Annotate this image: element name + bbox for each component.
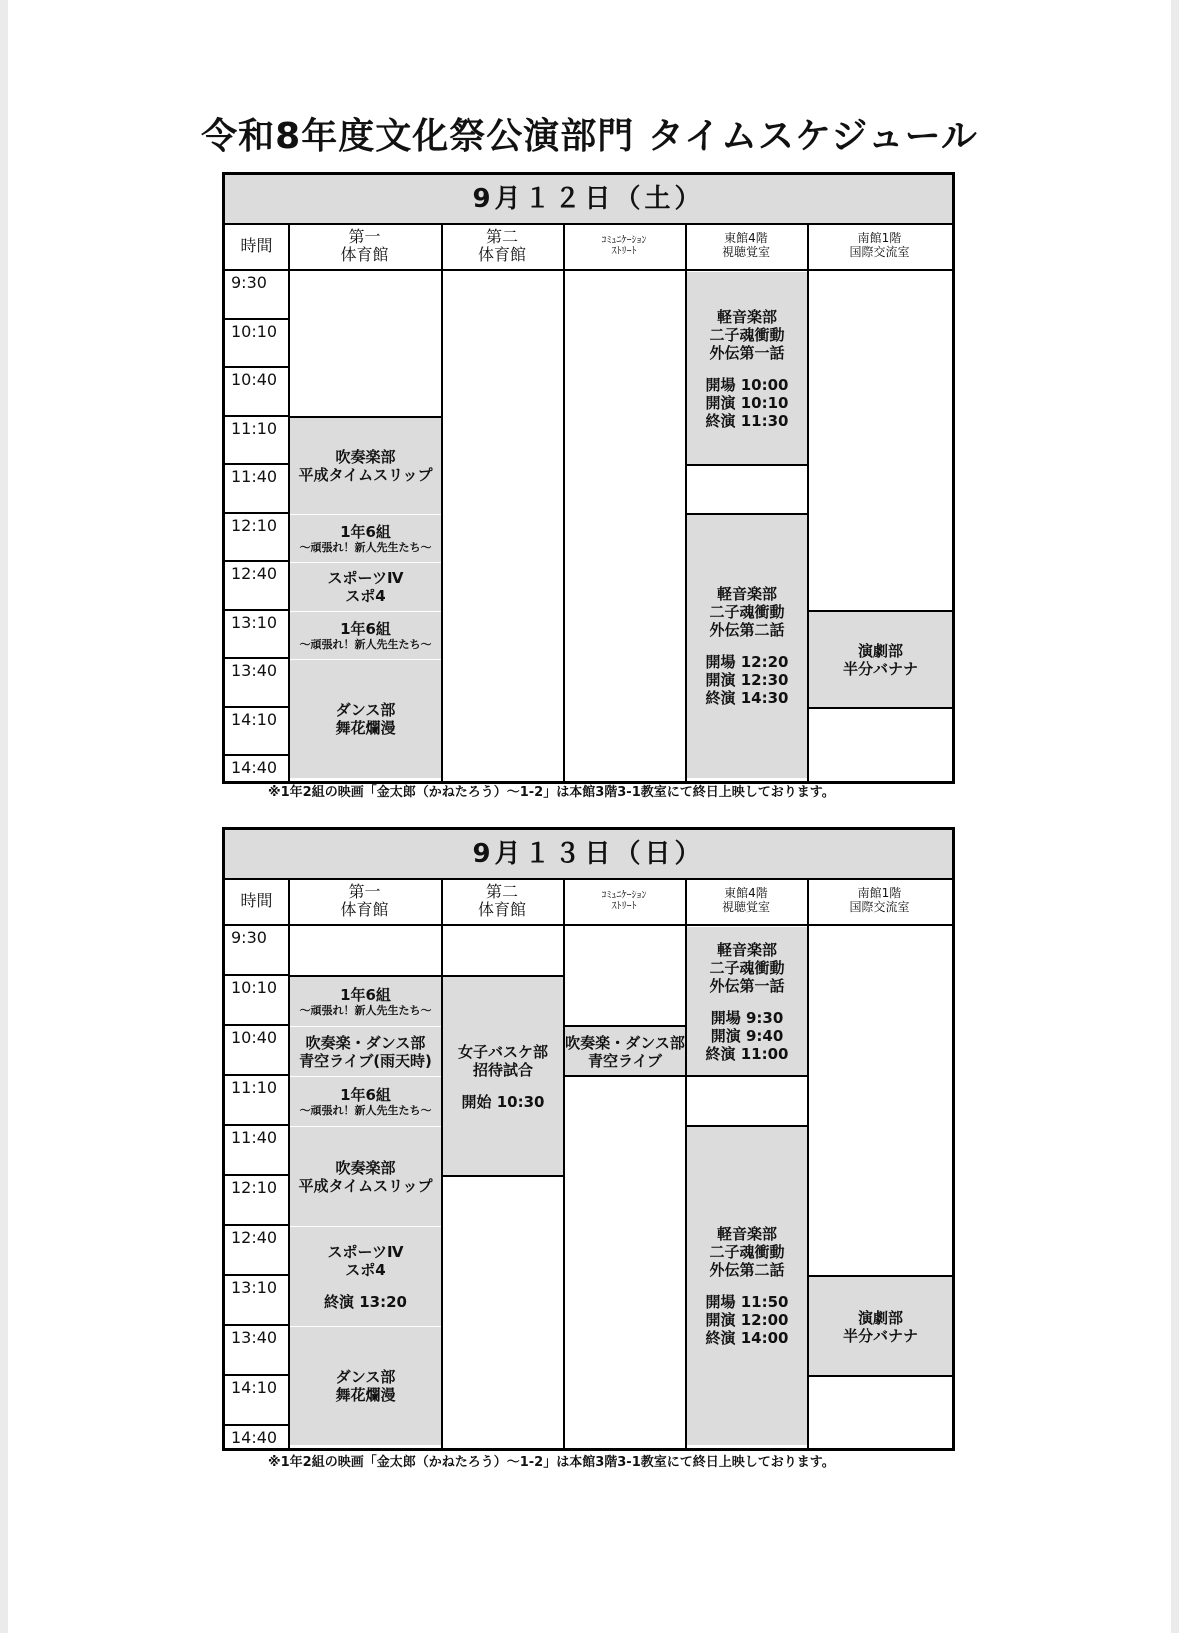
event-title-line: 外伝第一話 <box>709 343 785 362</box>
event-title-line: 外伝第二話 <box>709 1261 785 1279</box>
event-block <box>290 563 441 611</box>
event-title-line: 平成タイムスリップ <box>298 465 433 484</box>
cell-border <box>685 513 809 515</box>
column-divider <box>441 223 443 781</box>
event-time-line: 開演 9:40 <box>710 1026 784 1045</box>
event-title-line: 招待試合 <box>472 1060 533 1079</box>
event-block <box>290 1027 441 1076</box>
event-title-line: 二子魂衝動 <box>709 325 785 344</box>
event-block <box>565 1027 685 1076</box>
event-title-line: 吹奏楽・ダンス部 <box>565 1033 685 1052</box>
event-title-line: 軽音楽部 <box>716 307 777 326</box>
time-slot-label: 10:40 <box>225 368 288 417</box>
column-header-line: 視聴覚室 <box>721 900 770 914</box>
event-title-line: 青空ライブ <box>587 1051 663 1070</box>
page-title: 令和8年度文化祭公演部門 タイムスケジュール <box>201 116 978 157</box>
time-slot-label: 11:10 <box>225 417 288 466</box>
schedule-day-1 <box>222 172 955 784</box>
column-header-line: 南館1階 <box>857 886 902 901</box>
column-header-time <box>225 878 288 926</box>
event-title-line: 平成タイムスリップ <box>298 1176 433 1195</box>
time-slot-label: 13:10 <box>225 1276 288 1326</box>
column-divider <box>807 878 809 1448</box>
schedule-day-2 <box>222 827 955 1451</box>
event-time-line: 開演 10:10 <box>705 393 789 412</box>
event-block <box>290 977 441 1026</box>
column-header-gym1 <box>288 878 441 926</box>
column-header-comm <box>563 878 685 926</box>
column-header-line: 第二 <box>485 226 518 246</box>
event-title-line: 二子魂衝動 <box>709 958 785 977</box>
event-title-line: 演劇部 <box>857 1308 903 1327</box>
event-block <box>687 515 807 779</box>
event-block <box>687 927 807 1076</box>
cell-border <box>807 1375 954 1377</box>
event-block <box>290 1077 441 1126</box>
event-title-line: スポーツⅣ <box>327 1242 404 1261</box>
event-title-line: 軽音楽部 <box>716 1225 777 1243</box>
column-header-line: 体育館 <box>340 900 389 919</box>
column-header-line: 体育館 <box>477 245 526 264</box>
event-title-line: 半分バナナ <box>842 659 918 678</box>
cell-border <box>807 707 954 709</box>
time-slot-label: 14:10 <box>225 1376 288 1426</box>
column-header-south <box>807 223 952 271</box>
time-slot-label: 9:30 <box>225 271 288 320</box>
event-subtitle: 〜頑張れ！新人先生たち〜 <box>299 540 432 554</box>
cell-border <box>807 610 954 612</box>
column-header-line: ｺﾐｭﾆｹｰｼｮﾝ <box>601 889 647 901</box>
event-block <box>687 272 807 465</box>
event-time-line: 開場 9:30 <box>710 1008 784 1027</box>
event-title-line: 1年6組 <box>340 619 391 638</box>
column-header-line: 第一 <box>348 226 381 246</box>
cell-border <box>288 416 443 418</box>
time-slot-label: 13:10 <box>225 611 288 660</box>
event-block <box>290 1227 441 1326</box>
event-title-line: 外伝第一話 <box>709 976 785 995</box>
event-title-line: 演劇部 <box>857 641 903 660</box>
cell-border <box>563 1075 687 1077</box>
column-header-east <box>685 223 807 271</box>
event-time-line: 終演 11:00 <box>705 1044 789 1063</box>
event-title-line: ダンス部 <box>335 1368 396 1386</box>
column-header-line: ｽﾄﾘｰﾄ <box>611 246 637 257</box>
column-header-gym2 <box>441 878 563 926</box>
column-header-line: ｺﾐｭﾆｹｰｼｮﾝ <box>601 234 647 246</box>
time-slot-label: 9:30 <box>225 926 288 976</box>
column-header-line: ｽﾄﾘｰﾄ <box>611 901 637 912</box>
event-block <box>290 612 441 660</box>
event-title-line: スポ4 <box>345 1260 386 1279</box>
column-divider <box>563 878 565 1448</box>
column-header-line: 視聴覚室 <box>721 245 770 259</box>
event-title-line: 半分バナナ <box>842 1326 918 1345</box>
event-time-line: 終演 14:00 <box>705 1329 789 1347</box>
event-block <box>290 1327 441 1445</box>
cell-border <box>288 975 443 977</box>
column-header-line: 第二 <box>485 881 518 901</box>
time-slot-label: 12:40 <box>225 562 288 611</box>
cell-border <box>685 464 809 466</box>
cell-border <box>685 1075 809 1077</box>
column-header-time <box>225 223 288 271</box>
event-block <box>290 418 441 514</box>
column-header-line: 南館1階 <box>857 231 902 246</box>
column-header-east <box>685 878 807 926</box>
event-title-line: スポーツⅣ <box>327 568 404 587</box>
column-divider <box>563 223 565 781</box>
event-title-line: 外伝第二話 <box>709 621 785 640</box>
column-header-line: 体育館 <box>340 245 389 264</box>
time-slot-label: 14:10 <box>225 708 288 757</box>
column-header-gym2 <box>441 223 563 271</box>
cell-border <box>441 1175 565 1177</box>
time-slot-label: 10:40 <box>225 1026 288 1076</box>
event-time-line: 開場 11:50 <box>705 1293 789 1311</box>
column-divider <box>685 223 687 781</box>
event-title-line: 軽音楽部 <box>716 585 777 604</box>
time-slot-label: 10:10 <box>225 976 288 1026</box>
event-title-line: 二子魂衝動 <box>709 1243 785 1261</box>
column-header-gym1 <box>288 223 441 271</box>
time-slot-label: 12:40 <box>225 1226 288 1276</box>
event-block <box>687 1127 807 1445</box>
column-divider <box>441 878 443 1448</box>
event-title-line: ダンス部 <box>335 701 396 719</box>
column-header-comm <box>563 223 685 271</box>
event-time-line: 終演 11:30 <box>705 411 789 430</box>
event-time-line: 開演 12:00 <box>705 1311 789 1329</box>
footnote: ※1年2組の映画「金太郎（かねたろう）〜1-2」は本館3階3-1教室にて終日上映しております。 <box>268 785 835 800</box>
event-title-line: 1年6組 <box>340 522 391 541</box>
event-block <box>290 515 441 563</box>
column-divider <box>685 878 687 1448</box>
time-slot-label: 12:10 <box>225 1176 288 1226</box>
date-header: 9月１３日（日） <box>225 830 952 880</box>
event-block <box>290 1127 441 1226</box>
time-slot-label: 12:10 <box>225 514 288 563</box>
column-divider <box>288 878 290 1448</box>
event-time-line: 開演 12:30 <box>705 671 789 690</box>
event-subtitle: 〜頑張れ！新人先生たち〜 <box>299 1103 432 1117</box>
time-slot-label: 14:40 <box>231 758 278 777</box>
column-header-line: 東館4階 <box>724 886 768 901</box>
event-title-line: 吹奏楽部 <box>335 1158 396 1177</box>
time-slot-label: 13:40 <box>225 659 288 708</box>
event-block <box>809 1277 952 1376</box>
event-block <box>809 612 952 708</box>
column-header-line: 時間 <box>240 890 273 910</box>
time-slot-label: 11:40 <box>225 1126 288 1176</box>
event-title-line: 軽音楽部 <box>716 940 777 959</box>
column-header-line: 時間 <box>240 235 273 255</box>
footnote: ※1年2組の映画「金太郎（かねたろう）〜1-2」は本館3階3-1教室にて終日上映しております。 <box>268 1455 835 1470</box>
column-divider <box>288 223 290 781</box>
date-header: 9月１２日（土） <box>225 175 952 225</box>
event-title-line: 女子バスケ部 <box>457 1042 548 1061</box>
column-divider <box>807 223 809 781</box>
event-title-line: 吹奏楽・ダンス部 <box>305 1033 426 1052</box>
column-header-line: 東館4階 <box>724 231 768 246</box>
event-title-line: 1年6組 <box>340 1085 391 1104</box>
event-title-line: 吹奏楽部 <box>335 447 396 466</box>
event-time-line: 開場 10:00 <box>705 375 789 394</box>
event-time-line: 開始 10:30 <box>461 1092 545 1111</box>
event-subtitle: 〜頑張れ！新人先生たち〜 <box>299 637 432 651</box>
event-block <box>290 660 441 778</box>
cell-border <box>563 1025 687 1027</box>
event-title-line: スポ4 <box>345 586 386 605</box>
event-title-line: 二子魂衝動 <box>709 603 785 622</box>
event-title-line: 舞花爛漫 <box>335 1386 396 1404</box>
cell-border <box>441 975 565 977</box>
event-block <box>443 977 563 1176</box>
event-title-line: 青空ライブ(雨天時) <box>299 1051 432 1070</box>
time-slot-label: 10:10 <box>225 320 288 369</box>
column-header-south <box>807 878 952 926</box>
column-header-line: 体育館 <box>477 900 526 919</box>
time-slot-label: 11:10 <box>225 1076 288 1126</box>
time-slot-label: 11:40 <box>225 465 288 514</box>
cell-border <box>685 1125 809 1127</box>
column-header-line: 第一 <box>348 881 381 901</box>
event-time-line: 終演 13:20 <box>324 1292 407 1311</box>
column-header-line: 国際交流室 <box>849 900 910 914</box>
column-header-line: 国際交流室 <box>849 245 910 259</box>
time-slot-label: 14:40 <box>231 1428 278 1447</box>
time-slot-label: 13:40 <box>225 1326 288 1376</box>
event-title-line: 舞花爛漫 <box>335 719 396 737</box>
event-time-line: 開場 12:20 <box>705 653 789 672</box>
event-title-line: 1年6組 <box>340 985 391 1004</box>
cell-border <box>807 1275 954 1277</box>
event-subtitle: 〜頑張れ！新人先生たち〜 <box>299 1003 432 1017</box>
event-time-line: 終演 14:30 <box>705 689 789 708</box>
